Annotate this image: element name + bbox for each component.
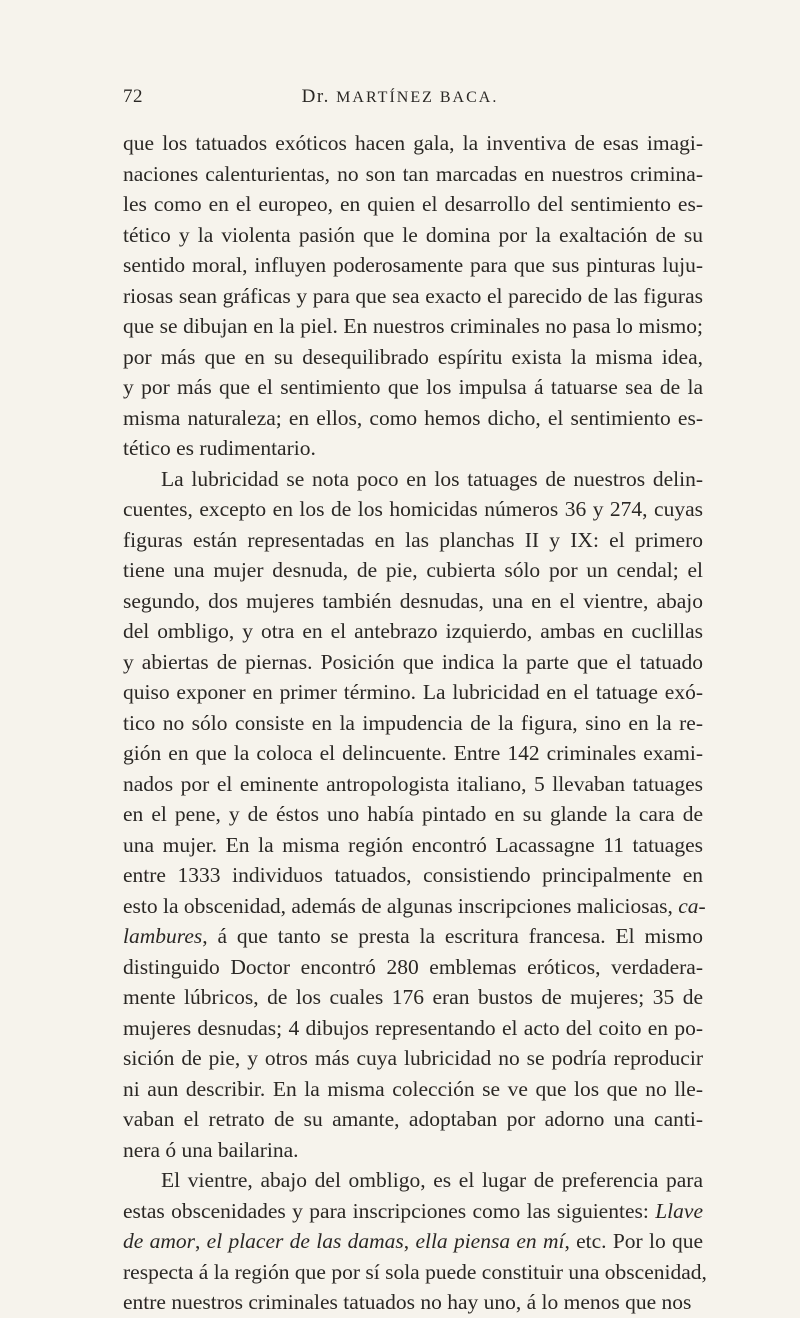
text-line [123, 1257, 707, 1288]
line-text: vaban el retrato de su amante, adoptaban por adorno una canti- [123, 1107, 703, 1131]
text-line [123, 799, 703, 830]
line-text: gión en que la coloca el delincuente. Entre 142 criminales exami- [123, 741, 703, 765]
text-line [123, 1135, 703, 1166]
line-text: misma naturaleza; en ellos, como hemos dicho, el sentimiento es- [123, 405, 703, 430]
text-line [123, 342, 703, 373]
line-text: nera ó una bailarina. [123, 1137, 299, 1162]
line-text: figuras están representadas en las planchas II y IX: el primero [123, 527, 703, 552]
running-head-author: MARTÍNEZ BACA. [336, 89, 499, 106]
line-text: sentido moral, influyen poderosamente para que sus pinturas luju- [123, 253, 703, 277]
text-line [123, 921, 703, 952]
text-line [123, 128, 703, 159]
text-line [123, 586, 703, 617]
text-line [123, 281, 703, 312]
line-text: cuentes, excepto en los de los homicidas números 36 y 274, cuyas [123, 497, 703, 521]
text-line [123, 769, 703, 800]
text-line [123, 525, 703, 556]
text-line [123, 891, 706, 922]
line-text: entre nuestros criminales tatuados no hay uno, á lo menos que nos [123, 1290, 692, 1314]
line-text: riosas sean gráficas y para que sea exacto el parecido de las figuras [123, 283, 703, 308]
line-text: tiene una mujer desnuda, de pie, cubierta sólo por un cendal; el [123, 558, 703, 582]
line-text: segundo, dos mujeres también desnudas, una en el vientre, abajo [123, 588, 703, 613]
line-text: y por más que el sentimiento que los impulsa á tatuarse sea de la [123, 375, 703, 399]
text-line [123, 250, 703, 281]
line-text: en el pene, y de éstos uno había pintado en su glande la cara de [123, 802, 703, 826]
text-line [123, 464, 703, 495]
line-text: mujeres desnudas; 4 dibujos representando el acto del coito en po- [123, 1015, 703, 1040]
text-line [123, 1074, 703, 1105]
text-line [123, 830, 703, 861]
line-text: que los tatuados exóticos hacen gala, la inventiva de esas imagi- [123, 131, 703, 155]
italic-text: lambures [123, 924, 203, 948]
line-text: , [194, 1229, 207, 1253]
text-line [123, 433, 703, 464]
text-line [123, 616, 703, 647]
line-text: El vientre, abajo del ombligo, es el lugar de preferencia para [161, 1168, 703, 1192]
text-line [123, 403, 703, 434]
text-line [123, 677, 703, 708]
text-line [123, 647, 703, 678]
line-text: estas obscenidades y para inscripciones como las siguientes: [123, 1198, 656, 1223]
text-line [123, 952, 703, 983]
text-line [123, 189, 703, 220]
line-text: esto la obscenidad, además de algunas inscripciones maliciosas, [123, 893, 679, 918]
text-line [123, 982, 703, 1013]
line-text: tico no sólo consiste en la impudencia de la figura, sino en la re- [123, 710, 703, 735]
text-line [123, 372, 703, 403]
text-line [123, 1287, 703, 1318]
line-text: una mujer. En la misma región encontró Lacassagne 11 tatuages [123, 832, 703, 857]
line-text: , etc. Por lo que [564, 1229, 704, 1253]
line-text: La lubricidad se nota poco en los tatuages de nuestros delin- [161, 466, 703, 491]
text-line [123, 555, 703, 586]
line-text: que se dibujan en la piel. En nuestros criminales no pasa lo mismo; [123, 314, 703, 338]
text-line [123, 1043, 703, 1074]
line-text: naciones calenturientas, no son tan marcadas en nuestros crimina- [123, 161, 703, 186]
italic-text: ella piensa en mí [415, 1229, 565, 1253]
italic-text: Llave [655, 1198, 703, 1223]
italic-text: de amor [123, 1229, 195, 1253]
line-text: entre 1333 individuos tatuados, consistiendo principalmente en [123, 863, 703, 887]
line-text: les como en el europeo, en quien el desarrollo del sentimiento es- [123, 192, 703, 216]
italic-text: ca- [678, 893, 706, 918]
page-header [0, 82, 800, 116]
text-line [123, 1196, 703, 1227]
running-head-title: Dr. [301, 86, 337, 107]
line-text: tético y la violenta pasión que le domina por la exaltación de su [123, 222, 703, 247]
line-text: del ombligo, y otra en el antebrazo izquierdo, ambas en cuclillas [123, 619, 703, 643]
page-number: 72 [123, 86, 143, 107]
text-line [123, 860, 703, 891]
line-text: ni aun describir. En la misma colección se ve que los que no lle- [123, 1076, 703, 1101]
text-line [123, 738, 703, 769]
line-text: quiso exponer en primer término. La lubricidad en el tatuage exó- [123, 680, 703, 704]
text-line [123, 1165, 703, 1196]
line-text: , [403, 1229, 416, 1253]
line-text: por más que en su desequilibrado espíritu exista la misma idea, [123, 344, 703, 369]
text-line [123, 1226, 703, 1257]
line-text: mente lúbricos, de los cuales 176 eran bustos de mujeres; 35 de [123, 985, 703, 1009]
text-line [123, 708, 703, 739]
line-text: sición de pie, y otros más cuya lubricidad no se podría reproducir [123, 1046, 703, 1070]
text-line [123, 1104, 703, 1135]
text-line [123, 159, 703, 190]
line-text: distinguido Doctor encontró 280 emblemas eróticos, verdadera- [123, 954, 703, 979]
line-text: nados por el eminente antropologista italiano, 5 llevaban tatuages [123, 771, 703, 796]
line-text: tético es rudimentario. [123, 436, 316, 460]
text-line [123, 220, 703, 251]
italic-text: el placer de las damas [206, 1229, 404, 1253]
body-text [123, 128, 707, 1318]
text-line [123, 311, 703, 342]
text-line [123, 494, 703, 525]
text-line [123, 1013, 703, 1044]
line-text: y abiertas de piernas. Posición que indica la parte que el tatuado [123, 649, 703, 674]
line-text: respecta á la región que por sí sola puede constituir una obscenidad, [123, 1259, 707, 1284]
running-head [0, 86, 800, 108]
line-text: , á que tanto se presta la escritura francesa. El mismo [202, 924, 703, 948]
